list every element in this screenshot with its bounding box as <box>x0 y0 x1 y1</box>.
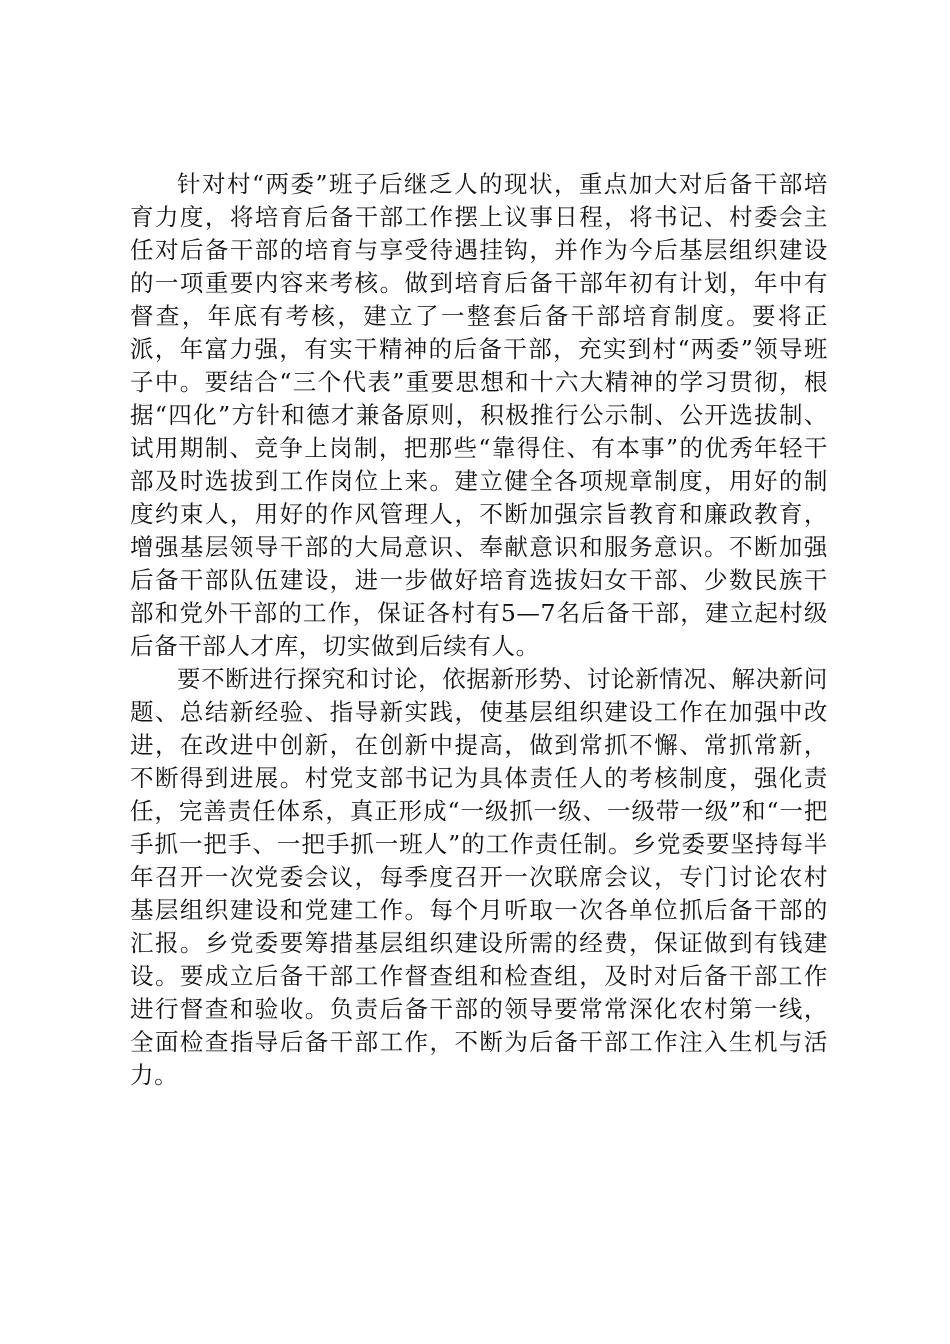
paragraph-1: 针对村“两委”班子后继乏人的现状，重点加大对后备干部培育力度，将培育后备干部工作摆上议事日程，将书记、村委会主任对后备干部的培育与享受待遇挂钩，并作为今后基层组织建设的一项重要内容来考核。做到培育后备干部年初有计划，年中有督查，年底有考核，建立了一整套后备干部培育制度。要将正派，年富力强，有实干精神的后备干部，充实到村“两委”领导班子中。要结合“三个代表”重要思想和十六大精神的学习贯彻，根据“四化”方针和德才兼备原则，积极推行公示制、公开选拔制、试用期制、竞争上岗制，把那些“靠得住、有本事”的优秀年轻干部及时选拔到工作岗位上来。建立健全各项规章制度，用好的制度约束人，用好的作风管理人，不断加强宗旨教育和廉政教育，增强基层领导干部的大局意识、奉献意识和服务意识。不断加强后备干部队伍建设，进一步做好培育选拔妇女干部、少数民族干部和党外干部的工作，保证各村有5—7名后备干部，建立起村级后备干部人才库，切实做到后续有人。 <box>130 170 828 660</box>
document-body <box>130 168 828 1092</box>
paragraph-2: 要不断进行探究和讨论，依据新形势、讨论新情况、解决新问题、总结新经验、指导新实践，使基层组织建设工作在加强中改进，在改进中创新，在创新中提高，做到常抓不懈、常抓常新，不断得到进展。村党支部书记为具体责任人的考核制度，强化责任，完善责任体系，真正形成“一级抓一级、一级带一级”和“一把手抓一把手、一把手抓一班人”的工作责任制。乡党委要坚持每半年召开一次党委会议，每季度召开一次联席会议，专门讨论农村基层组织建设和党建工作。每个月听取一次各单位抓后备干部的汇报。乡党委要筹措基层组织建设所需的经费，保证做到有钱建设。要成立后备干部工作督查组和检查组，及时对后备干部工作进行督查和验收。负责后备干部的领导要常常深化农村第一线，全面检查指导后备干部工作，不断为后备干部工作注入生机与活力。 <box>130 665 828 1089</box>
